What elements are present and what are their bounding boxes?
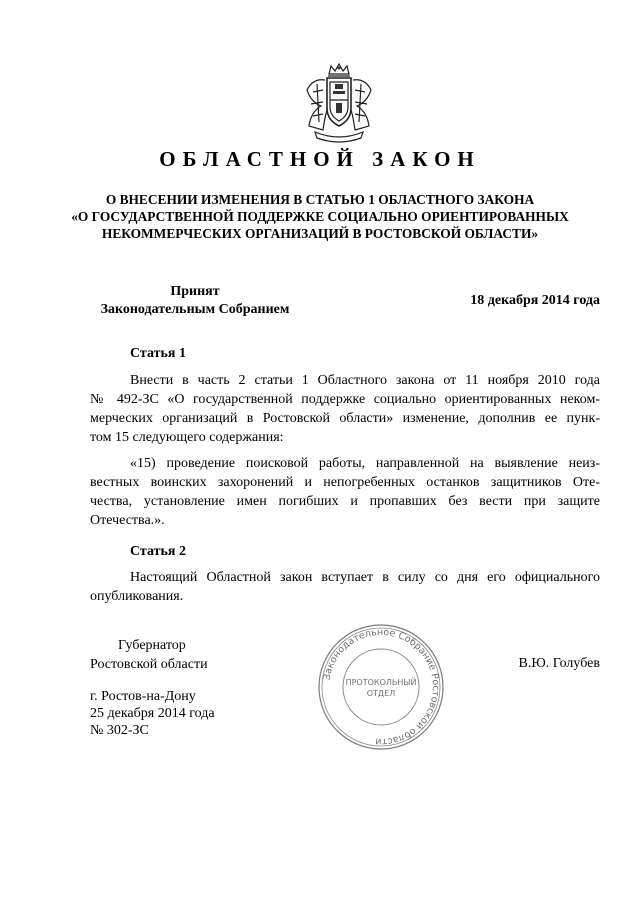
subtitle-line: О ВНЕСЕНИИ ИЗМЕНЕНИЯ В СТАТЬЮ 1 ОБЛАСТНОГО ЗАКОНА <box>105 192 535 207</box>
place-and-date <box>90 688 215 739</box>
official-stamp <box>316 622 446 752</box>
text-line: чества, установление имен погибших и пропавших без вести при защите <box>90 494 600 509</box>
article-2-heading: Статья 2 <box>130 544 186 559</box>
signing-date: 25 декабря 2014 года <box>90 706 215 721</box>
adopted-label: Принят <box>170 284 220 299</box>
position-title: Губернатор <box>118 638 186 653</box>
stamp-ring-text: Законодательное Собрание Ростовской области <box>321 626 442 748</box>
article-1-paragraph-1 <box>90 371 600 447</box>
article-2-paragraph <box>90 568 600 606</box>
article-1-paragraph-2 <box>90 454 600 530</box>
stamp-center-line-2: ОТДЕЛ <box>366 689 396 698</box>
text-line: вестных воинских захоронений и непогребенных останков защитников Оте- <box>90 475 600 490</box>
signatory-name: В.Ю. Голубев <box>518 656 600 671</box>
text-line: мерческих организаций в Ростовской области» изменение, дополнив ее пунк- <box>90 411 600 426</box>
law-subtitle <box>60 191 580 242</box>
text-line: № 492-ЗС «О государственной поддержке социально ориентированных неком- <box>90 392 600 407</box>
text-line: том 15 следующего содержания: <box>90 430 284 445</box>
law-title: ОБЛАСТНОЙ ЗАКОН <box>159 147 481 171</box>
subtitle-line: «О ГОСУДАРСТВЕННОЙ ПОДДЕРЖКЕ СОЦИАЛЬНО ОРИЕНТИРОВАННЫХ <box>71 209 569 224</box>
signatory-position <box>90 636 250 674</box>
text-line: опубликования. <box>90 589 184 604</box>
text-line: «15) проведение поисковой работы, направленной на выявление неиз- <box>130 456 600 471</box>
position-region: Ростовской области <box>90 657 208 672</box>
coat-of-arms-emblem <box>299 60 379 144</box>
law-number: № 302-ЗС <box>90 723 149 738</box>
text-line: Отечества.». <box>90 513 165 528</box>
adoption-block <box>90 283 300 319</box>
stamp-center-line-1: ПРОТОКОЛЬНЫЙ <box>345 678 417 687</box>
subtitle-line: НЕКОММЕРЧЕСКИХ ОРГАНИЗАЦИЙ В РОСТОВСКОЙ ОБЛАСТИ» <box>101 226 539 241</box>
adopted-by: Законодательным Собранием <box>100 302 290 317</box>
text-line: Настоящий Областной закон вступает в силу со дня его официального <box>130 570 600 585</box>
adoption-date: 18 декабря 2014 года <box>470 293 600 308</box>
city: г. Ростов-на-Дону <box>90 689 196 704</box>
article-1-heading: Статья 1 <box>130 346 186 361</box>
text-line: Внести в часть 2 статьи 1 Областного закона от 11 ноября 2010 года <box>130 373 600 388</box>
